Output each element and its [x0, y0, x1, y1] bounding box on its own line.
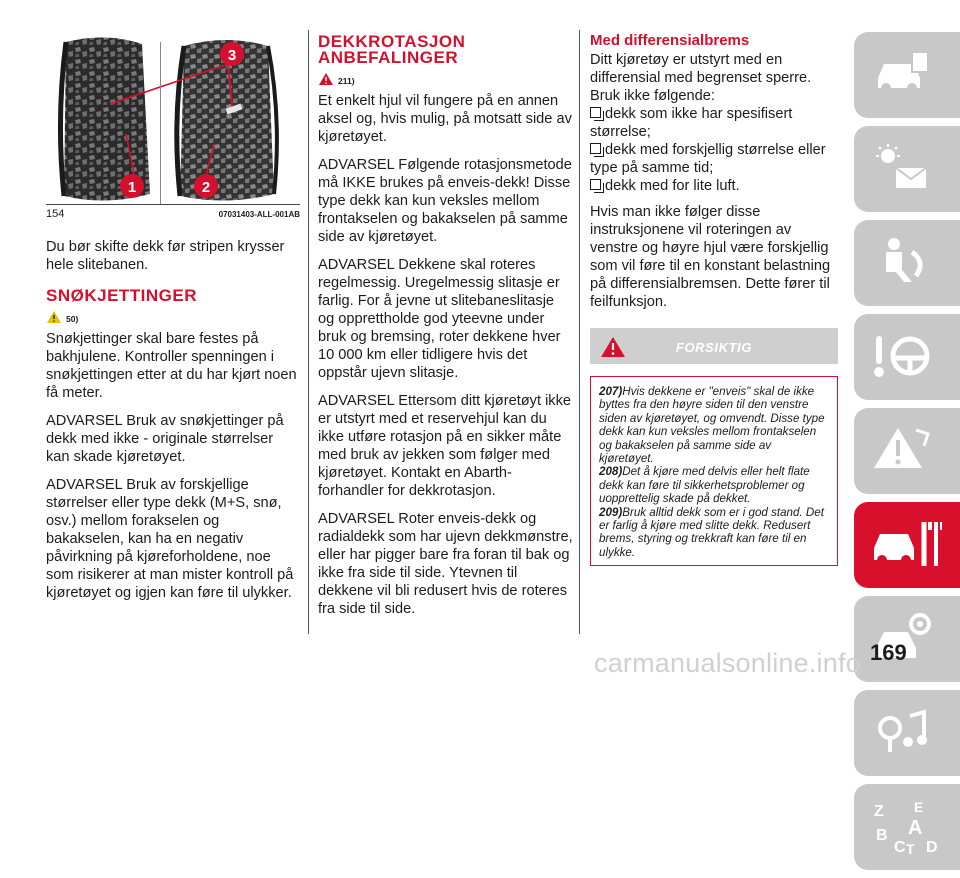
col1-warning-num: 50) [66, 314, 79, 324]
col2-p3: ADVARSEL Dekkene skal roteres regelmessig. Uregelmessig slitasje er farlig. For å jevne ut slitebaneslitasje og opprettholde god yteevne under bruk og bremsing, roter dekkene hver 10 000 km eller tidligere hvis det oppstår ujevn slitasje. [318, 257, 561, 381]
chapter-sidebar [854, 32, 960, 878]
page-number: 169 [870, 640, 907, 665]
caution-item [599, 385, 829, 465]
list-item-text: dekk som ikke har spesifisert størrelse; [590, 106, 793, 140]
sidebar-item-safety[interactable] [854, 220, 960, 306]
tire-tread-figure [46, 34, 300, 204]
column-divider-2 [579, 30, 580, 634]
sidebar-item-technical-data[interactable] [854, 596, 960, 682]
caution-item-text: Bruk alltid dekk som er i god stand. Det er farlig å kjøre med slitte dekk. Redusert brems, styring og trekkraft kan føre til en ulykke. [599, 505, 824, 559]
caution-box [590, 328, 838, 566]
caution-item [599, 506, 829, 560]
sidebar-item-dashboard[interactable] [854, 126, 960, 212]
caution-item-text: Hvis dekkene er "enveis" skal de ikke byttes fra den høyre siden til den venstre siden av kjøretøyet, og omvendt. Disse type dekk kan kun veksles mellom frontakselen og bakakselen på samme side av kjøretøyet. [599, 385, 825, 466]
col1-p1: Snøkjettinger skal bare festes på bakhjulene. Kontroller spenningen i snøkjettingen etter at du har kjørt noen få meter. [46, 331, 297, 401]
callout-2-label: 2 [201, 179, 211, 196]
col1-warning-ref [46, 310, 300, 324]
column-1 [46, 238, 300, 602]
callout-2 [194, 174, 218, 198]
index-letter: Z [874, 803, 884, 820]
car-info-icon [872, 48, 932, 98]
index-letter: A [908, 817, 923, 839]
list-item-text: dekk med for lite luft. [605, 178, 740, 194]
callout-1-label: 1 [127, 179, 137, 196]
tire-rotation-heading [318, 34, 574, 66]
col3-p2: Hvis man ikke følger disse instruksjonene vil roteringen av venstre og høyre hjul være forskjellig som vil føre til en konstant belastning på differensialbremsen. Dette fører til feilfunksjon. [590, 204, 831, 310]
col2-p2: ADVARSEL Følgende rotasjonsmetode må IKKE brukes på enveis-dekk! Disse type dekk kan kun veksles mellom frontakselen og bakakselen på samme side av kjøretøyet. [318, 157, 572, 245]
caution-header [590, 328, 838, 364]
checkbox-bullet-icon [590, 179, 601, 190]
caution-item [599, 465, 829, 505]
col2-p5: ADVARSEL Roter enveis-dekk og radialdekk som har ujevn dekkmønstre, eller har pigger bare fra foran til bak og ikke fra side til side. Ytevnen til dekkene vil bli redusert hvis de roteres fra side til side. [318, 511, 573, 617]
caution-item-num: 208) [599, 465, 623, 479]
column-divider-1 [308, 30, 309, 634]
col2-warning-num: 211) [338, 76, 355, 86]
tire-illustration [46, 34, 300, 204]
list-item [590, 177, 840, 195]
list-item [590, 105, 840, 141]
emergency-icon [872, 424, 932, 474]
checkbox-bullet-icon [590, 143, 601, 154]
safety-airbag-icon [872, 236, 932, 286]
index-letter: E [914, 800, 924, 815]
column-3 [590, 32, 840, 311]
index-letter: C [894, 839, 906, 856]
sidebar-item-index[interactable] [854, 784, 960, 870]
col1-intro: Du bør skifte dekk før stripen krysser hele slitebanen. [46, 239, 285, 273]
caution-item-text: Det å kjøre med delvis eller helt flate dekk kan føre til sikkerhetsproblemer og uopprettelig skade på dekket. [599, 465, 810, 506]
warning-triangle-icon [46, 310, 62, 324]
multimedia-icon [872, 706, 932, 756]
col2-p4: ADVARSEL Ettersom ditt kjøretøyt ikke er utstyrt med et reservehjul kan du ikke utføre rotasjon på en sikker måte med bruk av jekken som følger med kjøretøyet. Kontakt en Abarth-forhandler for dekkrotasjon. [318, 393, 572, 499]
list-item [590, 141, 840, 177]
index-icon [872, 800, 942, 856]
figure-divider [160, 42, 161, 204]
caution-body [590, 376, 838, 566]
maintenance-icon [872, 518, 942, 572]
figure-caption [46, 208, 300, 220]
col2-p1: Et enkelt hjul vil fungere på en annen aksel og, hvis mulig, på motsatt side av kjøretøyet. [318, 93, 572, 145]
index-letter: D [926, 839, 938, 856]
col3-intro: Ditt kjøretøy er utstyrt med en differensial med begrenset sperre. Bruk ikke følgende: [590, 52, 812, 104]
callout-3 [220, 42, 244, 66]
figure-page-ref: 154 [46, 208, 65, 220]
tire-rotation-heading-line2: ANBEFALINGER [318, 48, 459, 67]
sidebar-item-emergency[interactable] [854, 408, 960, 494]
sidebar-item-starting-driving[interactable] [854, 314, 960, 400]
list-item-text: dekk med forskjellig størrelse eller type på samme tid; [590, 142, 826, 176]
caution-item-num: 209) [599, 505, 623, 519]
caution-title: FORSIKTIG [675, 340, 753, 355]
sidebar-item-multimedia[interactable] [854, 690, 960, 776]
danger-triangle-icon [318, 72, 334, 86]
watermark-text: carmanualsonline.info [594, 648, 861, 678]
tire-rotation-heading-line1: DEKKROTASJON [318, 32, 466, 51]
col1-p2: ADVARSEL Bruk av snøkjettinger på dekk med ikke - originale størrelser kan skade kjøretøyet. [46, 413, 284, 465]
caution-item-num: 207) [599, 385, 623, 398]
starting-driving-icon [872, 330, 932, 380]
sidebar-item-car-info[interactable] [854, 32, 960, 118]
col2-warning-ref [318, 72, 574, 86]
differential-brake-subheading: Med differensialbrems [590, 32, 750, 49]
figure-code: 07031403-ALL-001AB [218, 210, 300, 219]
checkbox-bullet-icon [590, 107, 601, 118]
callout-3-label: 3 [227, 47, 237, 64]
column-2 [318, 34, 574, 618]
callout-1 [120, 174, 144, 198]
snow-chains-heading: SNØKJETTINGER [46, 286, 198, 305]
col1-p3: ADVARSEL Bruk av forskjellige størrelser eller type dekk (M+S, snø, osv.) mellom forakselen og bakakselen, kan ha en negativ påvirkning på kjøreforholdene, noe som risikerer at man mister kontroll på kjøretøyet og igjen kan føre til ulykker. [46, 477, 294, 601]
index-letter: B [876, 827, 888, 844]
figure-bottom-rule [46, 204, 300, 205]
sidebar-item-maintenance[interactable] [854, 502, 960, 588]
index-letter: T [906, 841, 915, 856]
dashboard-lights-icon [872, 142, 932, 192]
